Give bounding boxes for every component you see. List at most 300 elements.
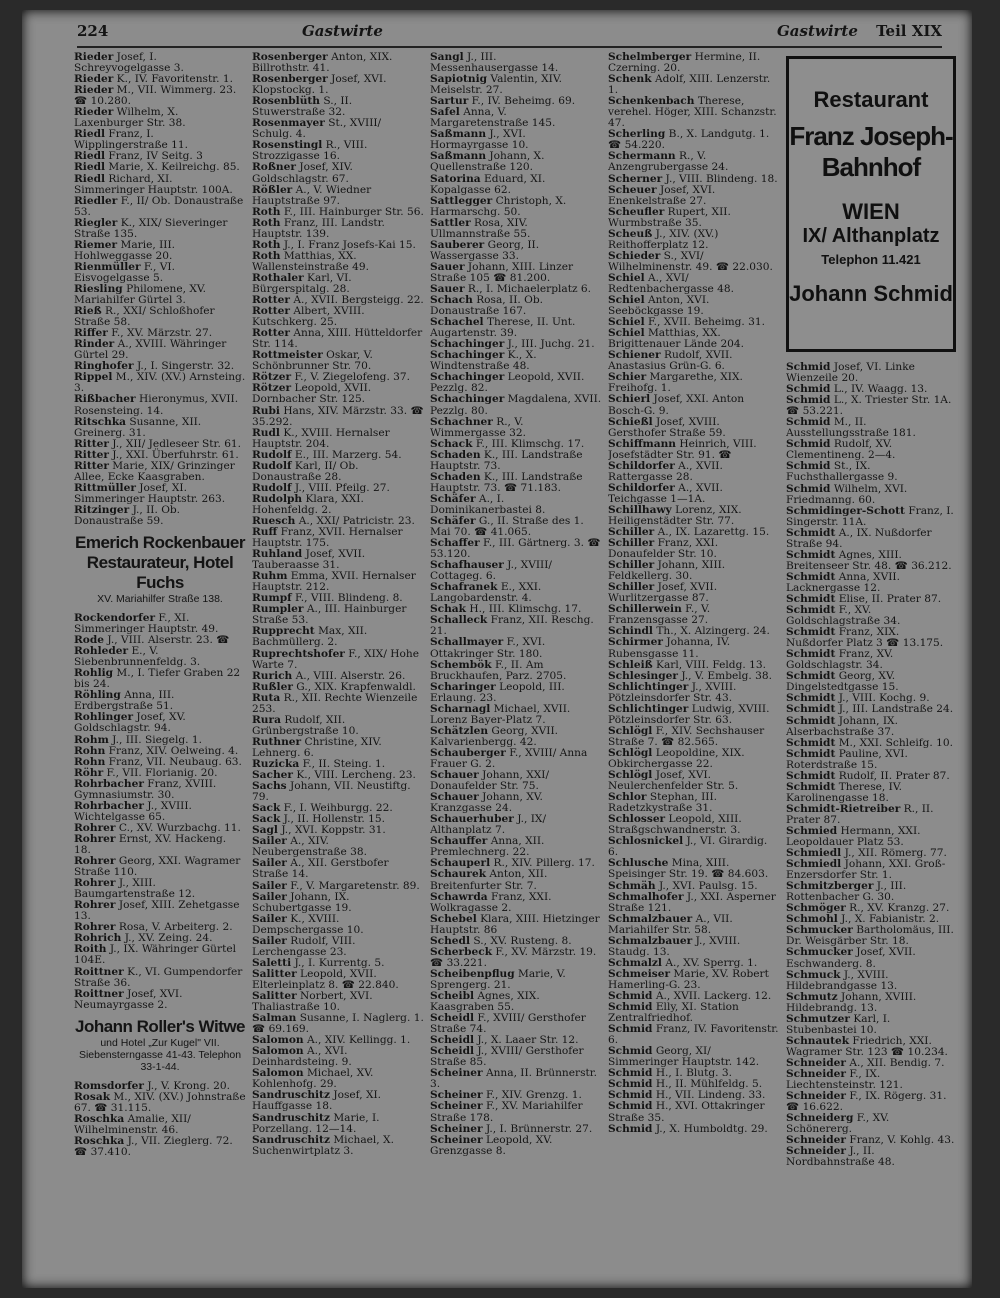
entry-details: J., I. Franz Josefs-Kai 15. — [280, 238, 416, 251]
entry-name: Schmidt — [786, 736, 836, 749]
entry-name: Ruzicka — [252, 758, 300, 770]
directory-entry — [252, 328, 424, 350]
entry-name: Schalleck — [430, 614, 488, 627]
directory-entry — [74, 372, 246, 394]
entry-details: Georg, XXI. Wagramer Straße 110. — [74, 855, 241, 879]
entry-name: Schaden — [430, 470, 481, 483]
directory-entry — [608, 1101, 780, 1123]
entry-name: Rieder — [74, 52, 114, 63]
entry-details: Michael, XV. Kohlenhofg. 29. — [252, 1067, 374, 1091]
entry-name: Schier — [608, 371, 647, 384]
entry-name: Schafhauser — [430, 559, 504, 572]
entry-details: A., VII. Mariahilfer Str. 58. — [608, 912, 733, 936]
directory-entry — [74, 944, 246, 966]
entry-details: K., III. Landstraße Hauptstr. 73. ☎ 71.183. — [430, 470, 583, 494]
entry-details: Hermine, II. Czerning. 20. — [608, 52, 761, 75]
entry-name: Sailer — [252, 879, 287, 892]
entry-name: Schmid — [608, 1078, 653, 1091]
directory-entry — [608, 748, 780, 770]
entry-name: Schlichtinger — [608, 702, 689, 715]
entry-details: Marie, I. Porzellang. 12—14. — [252, 1111, 380, 1135]
entry-details: Josef, XVI. Enenkelstraße 27. — [608, 183, 716, 207]
entry-name: Sack — [252, 813, 281, 826]
directory-entry — [430, 218, 602, 240]
entry-details: A., IX. Lazarettg. 15. — [654, 526, 770, 539]
entry-name: Rohrbacher — [74, 799, 144, 812]
entry-details: Franz, XVII. Hernalser Hauptstr. 175. — [252, 526, 403, 550]
entry-details: J., XIII. Baumgartenstraße 12. — [74, 877, 196, 901]
entry-name: Schneider — [786, 1145, 846, 1158]
entry-details: M., XIV. (XV.) Johnstraße 67. ☎ 31.115. — [74, 1090, 246, 1114]
entry-details: F., XV. Schönererg. — [786, 1112, 890, 1136]
entry-name: Schawrda — [430, 890, 488, 903]
entry-name: Schaurek — [430, 868, 487, 881]
entry-details: K., VI. Gumpendorfer Straße 36. — [74, 965, 243, 989]
directory-entry — [252, 383, 424, 405]
entry-name: Riemer — [74, 238, 118, 251]
entry-name: Sauberer — [430, 238, 485, 251]
directory-entry — [252, 571, 424, 593]
entry-name: Schneider — [786, 1134, 846, 1147]
entry-name: Schmidt — [786, 570, 836, 583]
entry-name: Schmidt — [786, 592, 836, 605]
directory-entry — [608, 52, 780, 74]
entry-name: Sailer — [252, 934, 287, 947]
entry-details: F., V. Margaretenstr. 89. — [286, 879, 420, 892]
entry-name: Roth — [252, 238, 281, 251]
directory-entry — [74, 900, 246, 922]
entry-details: F., XVIII/ Anna Frauer G. 2. — [430, 746, 588, 770]
entry-name: Schmidt — [786, 670, 836, 683]
directory-entry — [608, 582, 780, 604]
entry-details: K., XIX/ Sieveringer Straße 135. — [74, 216, 228, 240]
entry-name: Schildorfer — [608, 459, 675, 472]
directory-entry — [786, 550, 958, 572]
directory-entry — [430, 1013, 602, 1035]
directory-entry — [252, 494, 424, 516]
entry-details: Susanne, I. Naglerg. 1. ☎ 69.169. — [252, 1012, 424, 1036]
entry-details: J., VIII. Pfeilg. 27. — [291, 481, 390, 494]
entry-details: Josef, XVI. Klopstockg. 1. — [252, 73, 387, 97]
entry-name: Schmid — [608, 1001, 653, 1014]
entry-details: Richard, XI. Simmeringer Hauptstr. 100A. — [74, 172, 233, 196]
entry-name: Schiffmann — [608, 437, 677, 450]
entry-details: Matthias, XX. Brigittenauer Lände 204. — [608, 327, 745, 351]
entry-name: Schermann — [608, 150, 676, 163]
entry-name: Schiel — [608, 327, 645, 340]
entry-details: K., IV. Favoritenstr. 1. — [113, 73, 233, 86]
entry-details: Georg, XV. Dingelstedtgasse 15. — [786, 670, 899, 694]
entry-details: Leopold, XVII. Elterleinplatz 8. ☎ 22.840. — [252, 967, 399, 991]
entry-details: C., XV. Wurzbachg. 11. — [115, 821, 241, 834]
entry-name: Scherling — [608, 128, 666, 141]
entry-details: Josef, VI. Linke Wienzeile 20. — [786, 362, 915, 385]
directory-entry — [252, 858, 424, 880]
entry-details: B., X. Landgutg. 1. ☎ 54.220. — [608, 128, 770, 152]
entry-details: Th., X. Alzingerg. 24. — [652, 625, 770, 638]
entry-details: J., II. Nordbahnstraße 48. — [786, 1145, 895, 1169]
entry-details: Johanna, IV. Rubensgasse 11. — [608, 636, 731, 660]
directory-entry — [252, 251, 424, 273]
entry-name: Schenkenbach — [608, 95, 695, 108]
directory-entry — [430, 682, 602, 704]
directory-entry — [74, 85, 246, 107]
directory-entry — [252, 1068, 424, 1090]
entry-name: Schack — [430, 437, 473, 450]
entry-name: Scheufler — [608, 205, 665, 218]
entry-details: Franz, XV. Goldschlagstr. 34. — [786, 648, 894, 672]
entry-details: Josef, XVIII. Gersthofer Straße 59. — [608, 415, 726, 439]
directory-entry — [430, 770, 602, 792]
entry-name: Riedler — [74, 194, 118, 207]
entry-name: Scheiner — [430, 1122, 483, 1135]
directory-entry — [430, 472, 602, 494]
entry-name: Rosenmayer — [252, 117, 325, 130]
directory-entry — [608, 229, 780, 251]
entry-name: Rohn — [74, 744, 106, 757]
column-1 — [74, 52, 246, 1282]
entry-details: Michael, XVII. Lorenz Bayer-Platz 7. — [430, 702, 571, 726]
entry-name: Rosenstingl — [252, 139, 323, 152]
entry-details: F., IX. Rögerg. 31. ☎ 16.622. — [786, 1090, 947, 1114]
page-header — [77, 22, 942, 48]
entry-name: Schiel — [608, 271, 645, 284]
entry-details: F., XVI. Ottakringer Str. 180. — [430, 636, 546, 660]
entry-name: Schmidt — [786, 769, 836, 782]
directory-entry — [252, 737, 424, 759]
directory-entry — [74, 668, 246, 690]
entry-name: Schaffer — [430, 537, 480, 550]
entry-details: R., II. Prater 87. — [786, 802, 934, 826]
entry-details: Karl, I. Stubenbastei 10. — [786, 1012, 891, 1036]
directory-entry — [74, 1136, 246, 1158]
entry-details: J., XVIII. Staudg. 13. — [608, 934, 741, 958]
entry-name: Riedl — [74, 150, 106, 163]
entry-name: Schlögl — [608, 769, 653, 782]
entry-name: Sattler — [430, 216, 471, 229]
entry-name: Schmidt — [786, 714, 836, 727]
directory-entry — [430, 582, 602, 604]
entry-name: Riegler — [74, 216, 118, 229]
directory-entry — [252, 140, 424, 162]
column-2 — [252, 52, 424, 1282]
entry-details: J., XVIII/ Gersthofer Straße 85. — [430, 1045, 584, 1069]
directory-entry — [608, 96, 780, 129]
directory-entry — [74, 218, 246, 240]
entry-details: Heinrich, VIII. Josefstädter Str. 91. ☎ — [608, 437, 757, 461]
inline-advertisement — [74, 533, 246, 605]
ad-text: Emerich Rockenbauer — [74, 533, 245, 553]
entry-details: Franz, IV Seitg. 3 — [105, 150, 203, 163]
entry-details: J., V. Embelg. 38. — [678, 669, 773, 682]
entry-name: Rumpf — [252, 592, 292, 605]
ad-text: Restaurateur, Hotel Fuchs — [86, 553, 234, 593]
entry-details: F., III. Gärtnerg. 3. ☎ 53.120. — [430, 537, 601, 561]
entry-name: Schneider — [786, 1068, 846, 1080]
entry-details: S., XVI/ Wilhelminenstr. 49. ☎ 22.030. — [608, 249, 773, 273]
directory-entry — [608, 372, 780, 394]
directory-entry — [74, 107, 246, 129]
entry-name: Schmidt — [786, 692, 836, 705]
directory-entry — [786, 1036, 958, 1058]
entry-details: F., XIV. Grenzg. 1. — [482, 1089, 582, 1102]
directory-entry — [74, 967, 246, 989]
entry-name: Schneider — [786, 1090, 846, 1103]
directory-entry — [786, 970, 958, 992]
entry-name: Rohrer — [74, 877, 116, 890]
column-3 — [430, 52, 602, 1282]
entry-name: Rothaler — [252, 271, 304, 284]
directory-entry — [74, 712, 246, 734]
entry-name: Ruhland — [252, 548, 303, 561]
entry-details: Josef, XVII. Wurlitzergasse 87. — [608, 581, 718, 605]
entry-details: J., VII. Zieglerg. 72. ☎ 37.410. — [74, 1134, 233, 1158]
entry-name: Scharinger — [430, 680, 496, 693]
entry-name: Schmid — [786, 460, 831, 473]
entry-details: J., I. Brünnerstr. 27. — [482, 1122, 593, 1135]
directory-entry — [74, 461, 246, 483]
entry-details: F., IV. Beheimg. 69. — [468, 95, 576, 108]
directory-entry — [252, 162, 424, 184]
directory-entry — [786, 671, 958, 693]
entry-details: H., I. Blutg. 3. — [652, 1067, 732, 1080]
entry-name: Rudolph — [252, 492, 303, 505]
entry-name: Schlosnickel — [608, 835, 684, 848]
entry-details: L., IV. Waagg. 13. — [830, 383, 928, 396]
directory-entry — [430, 814, 602, 836]
directory-entry — [786, 417, 958, 439]
directory-entry — [608, 770, 780, 792]
entry-details: J., XIV. (XV.) Reithofferplatz 12. — [608, 227, 719, 251]
directory-entry — [74, 856, 246, 878]
entry-name: Schachner — [430, 415, 493, 428]
directory-entry — [786, 1069, 958, 1091]
entry-details: Rudolf, XII. Grünbergstraße 10. — [252, 713, 359, 737]
entry-name: Schachinger — [430, 338, 505, 351]
directory-entry — [786, 627, 958, 649]
directory-entry — [608, 505, 780, 527]
entry-details: Matthias, XX. Wallensteinstraße 49. — [252, 249, 369, 273]
entry-name: Schmiedl — [786, 847, 842, 860]
entry-name: Salitter — [252, 967, 297, 980]
entry-name: Schachinger — [430, 349, 505, 362]
entry-details: E., III. Marzerg. 54. — [291, 448, 402, 461]
directory-entry — [786, 572, 958, 594]
entry-name: Rohrer — [74, 921, 116, 934]
entry-name: Schmucker — [786, 924, 853, 937]
entry-details: J., IX. Währinger Gürtel 104E. — [74, 943, 236, 967]
entry-name: Ruprechtshofer — [252, 647, 345, 660]
entry-details: Pauline, XVI. Roterdstraße 15. — [786, 747, 908, 771]
entry-details: F., II/ Ob. Donaustraße 53. — [74, 194, 244, 218]
directory-entry — [430, 450, 602, 472]
directory-entry — [252, 715, 424, 737]
entry-details: Max, XII. Bachmüllerg. 2. — [252, 625, 368, 649]
entry-name: Ruta — [252, 691, 281, 704]
entry-name: Schiller — [608, 526, 655, 539]
entry-name: Roth — [252, 205, 281, 218]
entry-details: M., XXI. Schleifg. 10. — [835, 736, 954, 749]
entry-details: J., XVIII. Hildebrandgasse 13. — [786, 968, 898, 992]
directory-entry — [786, 716, 958, 738]
directory-entry — [786, 947, 958, 969]
entry-name: Schmalzbauer — [608, 912, 693, 925]
directory-entry — [252, 185, 424, 207]
entry-name: Rißbacher — [74, 393, 136, 406]
entry-name: Schmidt — [786, 703, 836, 716]
entry-details: Franz, XXI. Donaufelder Str. 10. — [608, 537, 719, 561]
entry-name: Rupprecht — [252, 625, 315, 638]
entry-name: Schiller — [608, 559, 655, 572]
entry-details: S., II. Stuwerstraße 32. — [252, 95, 353, 119]
entry-details: Anton, XVI. Seeböckgasse 19. — [608, 294, 710, 318]
ad-line-name: Franz Joseph- — [789, 121, 953, 151]
directory-entry — [786, 859, 958, 881]
entry-details: Rupert, XII. Wurmbstraße 35. — [608, 205, 731, 229]
entry-name: Schieder — [608, 249, 661, 262]
entry-details: Rudolf, VIII. Lerchengasse 23. — [252, 934, 356, 958]
directory-entry — [430, 748, 602, 770]
directory-entry — [786, 506, 958, 528]
directory-entry — [252, 406, 424, 428]
entry-name: Schneider — [786, 1056, 846, 1069]
entry-details: R., XII. Rechte Wienzeile 253. — [252, 691, 418, 715]
directory-entry — [252, 461, 424, 483]
directory-entry — [252, 74, 424, 96]
entry-name: Scherner — [608, 172, 663, 185]
directory-entry — [74, 690, 246, 712]
directory-entry — [430, 129, 602, 151]
entry-details: J., VIII. Kochg. 9. — [835, 692, 930, 705]
ad-line-owner: Johann Schmid — [789, 281, 953, 306]
entry-details: Hans, XIV. Märzstr. 33. ☎ 35.292. — [252, 404, 424, 428]
entry-name: Röhling — [74, 689, 121, 702]
entry-details: J., XVIII. Wichtelgasse 65. — [74, 799, 192, 823]
entry-name: Scheidl — [430, 1034, 474, 1047]
entry-name: Rohrbacher — [74, 777, 144, 790]
entry-details: F., IX. Liechtensteinstr. 121. — [786, 1068, 903, 1092]
entry-name: Schätzlen — [430, 724, 489, 737]
entry-name: Roth — [252, 249, 281, 262]
entry-name: Sailer — [252, 835, 287, 848]
entry-name: Rußler — [252, 680, 293, 693]
directory-entry — [430, 538, 602, 560]
entry-name: Scherbeck — [430, 945, 493, 958]
directory-entry — [608, 936, 780, 958]
entry-details: Josef, XXI. Anton Bosch-G. 9. — [608, 393, 745, 417]
entry-details: H., III. Klimschg. 17. — [466, 603, 582, 616]
entry-details: H., XVI. Ottakringer Straße 35. — [608, 1100, 765, 1124]
entry-name: Sandruschitz — [252, 1111, 330, 1124]
entry-details: Johann, IX. Alserbachstraße 37. — [786, 714, 898, 738]
directory-entry — [252, 1013, 424, 1035]
directory-entry — [608, 836, 780, 858]
entry-name: Schmid — [786, 482, 831, 495]
directory-entry — [252, 936, 424, 958]
directory-entry — [430, 560, 602, 582]
entry-name: Rurich — [252, 669, 293, 682]
entry-name: Rudolf — [252, 459, 292, 472]
entry-name: Schembök — [430, 658, 492, 671]
entry-details: Johann, XIII. Feldkellerg. 30. — [608, 559, 726, 583]
directory-entry — [430, 869, 602, 891]
entry-details: Ludwig, XVIII. Pötzleinsdorfer Str. 63. — [608, 702, 770, 726]
entry-name: Schlögl — [608, 746, 653, 759]
entry-name: Rura — [252, 713, 281, 726]
directory-entry — [608, 560, 780, 582]
column-5 — [786, 362, 958, 1282]
entry-details: Elise, II. Prater 87. — [835, 592, 942, 605]
entry-name: Schedl — [430, 934, 470, 947]
entry-name: Schillerwein — [608, 603, 682, 616]
entry-details: E., V. Siebenbrunnenfeldg. 3. — [74, 645, 201, 669]
directory-entry — [608, 273, 780, 295]
entry-name: Ruhm — [252, 570, 288, 583]
entry-details: R., I. Michaelerplatz 6. — [464, 282, 592, 295]
entry-details: Emma, XVII. Hernalser Hauptstr. 212. — [252, 570, 416, 594]
entry-details: J., III. Messenhausergasse 14. — [430, 52, 559, 75]
entry-name: Schiel — [608, 294, 645, 307]
entry-name: Rohrer — [74, 832, 116, 845]
entry-details: R., XXI/ Schloßhofer Straße 58. — [74, 305, 215, 329]
directory-entry — [252, 1113, 424, 1135]
entry-details: A., XVII. Rattergasse 28. — [608, 459, 723, 483]
entry-name: Rudolf — [252, 448, 292, 461]
entry-details: G., XIX. Krapfenwaldl. — [292, 680, 416, 693]
directory-entry — [786, 749, 958, 771]
entry-name: Safel — [430, 106, 460, 119]
header-right-title: Gastwirte — [777, 22, 858, 40]
directory-entry — [608, 461, 780, 483]
directory-entry — [786, 881, 958, 903]
directory-entry — [786, 992, 958, 1014]
entry-name: Rieder — [74, 84, 114, 97]
entry-details: F., I. Weihburgg. 22. — [280, 802, 393, 815]
entry-details: A., IX. Nußdorfer Straße 94. — [786, 526, 932, 550]
entry-details: R., VIII. Strozzigasse 16. — [252, 139, 368, 163]
directory-entry — [430, 494, 602, 516]
ad-line-address: IX/ Althanplatz — [802, 225, 940, 247]
directory-entry — [608, 637, 780, 659]
directory-entry — [786, 649, 958, 671]
entry-name: Rudl — [252, 426, 280, 439]
directory-entry — [252, 306, 424, 328]
entry-details: F., II. Am Bruckhaufen, Parz. 2705. — [430, 658, 567, 682]
entry-name: Saletti — [252, 956, 292, 969]
entry-name: Salomon — [252, 1034, 304, 1047]
entry-name: Schmalzl — [608, 956, 662, 969]
directory-entry — [608, 251, 780, 273]
entry-details: Rudolf, XV. Clementineng. 2—4. — [786, 438, 896, 462]
ad-line-station: Bahnhof — [821, 152, 921, 182]
entry-details: Hieronymus, XVII. Rosensteing. 14. — [74, 393, 239, 417]
entry-name: Röhr — [74, 766, 104, 779]
directory-entry — [608, 792, 780, 814]
entry-details: Klara, XXI. Hohenfeldg. 2. — [252, 492, 364, 516]
entry-details: F., XV. Märzstr. 19. ☎ 33.221. — [430, 945, 597, 969]
entry-name: Schelmberger — [608, 52, 692, 63]
entry-name: Schmeiser — [608, 967, 671, 980]
entry-details: K., XVIII. Dempschergasse 10. — [252, 912, 364, 936]
entry-name: Schmidt — [786, 548, 836, 561]
entry-details: M., XIV. (XV.) Arnsteing. 3. — [74, 371, 246, 395]
entry-name: Riedl — [74, 172, 106, 185]
restaurant-ad-box — [786, 56, 956, 352]
entry-name: Roittner — [74, 965, 124, 978]
entry-name: Rohleder — [74, 645, 129, 658]
directory-entry — [430, 726, 602, 748]
entry-details: Marie, III. Hohlweggasse 20. — [74, 238, 176, 262]
